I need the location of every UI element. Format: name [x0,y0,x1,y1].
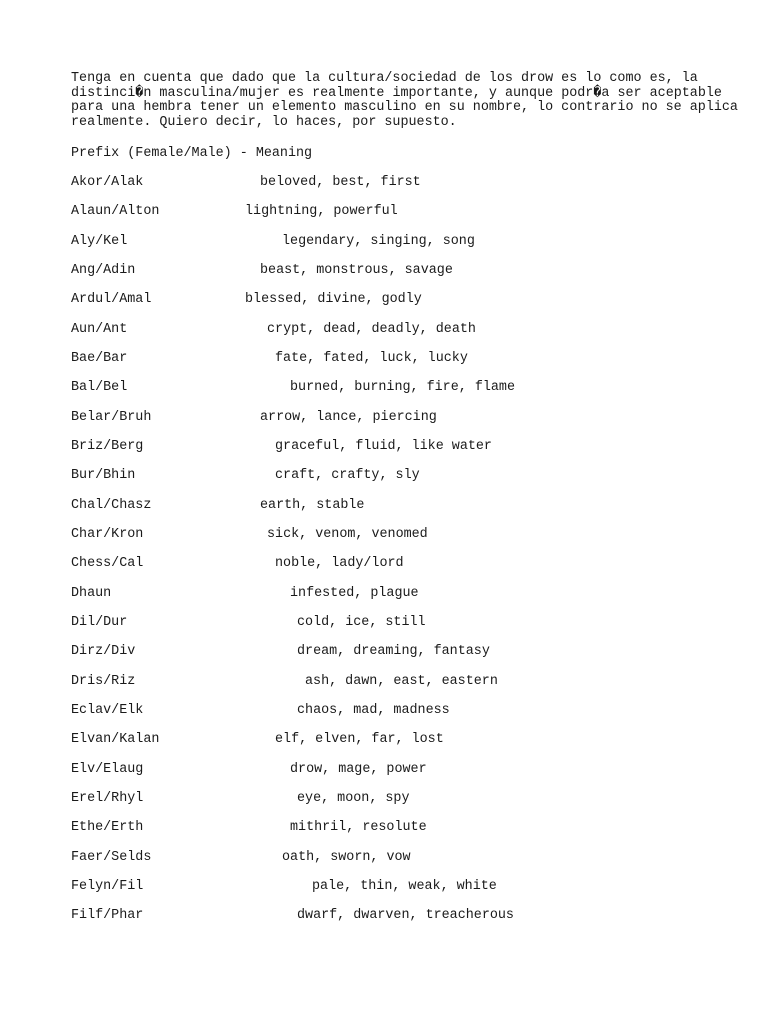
prefix-text: Bae/Bar [71,350,128,366]
list-item [71,351,711,380]
prefix-text: Dirz/Div [71,644,136,660]
meaning-text: sick, venom, venomed [267,526,428,542]
list-item [71,850,711,879]
list-item [71,292,711,321]
prefix-text: Felyn/Fil [71,878,144,894]
intro-paragraph [71,71,738,130]
prefix-text: Chess/Cal [71,556,144,572]
meaning-text: infested, plague [290,585,419,601]
meaning-text: beast, monstrous, savage [260,262,453,278]
intro-line: realmente. Quiero decir, lo haces, por supuesto. [71,114,457,130]
meaning-text: earth, stable [260,497,365,513]
prefix-text: Bal/Bel [71,380,128,396]
prefix-text: Eclav/Elk [71,702,144,718]
intro-line: para una hembra tener un elemento masculino en su nombre, lo contrario no se aplica [71,100,738,116]
meaning-text: pale, thin, weak, white [312,878,497,894]
meaning-text: drow, mage, power [290,761,427,777]
list-item [71,820,711,849]
prefix-text: Ardul/Amal [71,292,152,308]
prefix-text: Ethe/Erth [71,820,144,836]
list-item [71,586,711,615]
prefix-text: Char/Kron [71,526,144,542]
list-item [71,527,711,556]
list-item [71,204,711,233]
prefix-text: Aly/Kel [71,233,128,249]
list-item [71,380,711,409]
prefix-text: Briz/Berg [71,438,144,454]
prefix-text: Elv/Elaug [71,761,144,777]
prefix-text: Dhaun [71,585,112,601]
prefix-text: Alaun/Alton [71,204,160,220]
list-item [71,908,711,937]
prefix-text: Bur/Bhin [71,468,136,484]
meaning-text: craft, crafty, sly [275,468,420,484]
intro-line: Tenga en cuenta que dado que la cultura/sociedad de los drow es lo como es, la [71,71,698,86]
list-item [71,410,711,439]
meaning-text: crypt, dead, deadly, death [267,321,476,337]
meaning-text: elf, elven, far, lost [275,732,444,748]
prefix-text: Chal/Chasz [71,497,152,513]
prefix-list [71,175,711,938]
meaning-text: graceful, fluid, like water [275,438,492,454]
prefix-text: Belar/Bruh [71,409,152,425]
prefix-text: Erel/Rhyl [71,790,144,806]
list-item [71,791,711,820]
prefix-text: Elvan/Kalan [71,732,160,748]
meaning-text: beloved, best, first [260,175,421,190]
meaning-text: legendary, singing, song [282,233,475,249]
meaning-text: dwarf, dwarven, treacherous [297,908,514,924]
list-item [71,703,711,732]
prefix-text: Aun/Ant [71,321,128,337]
meaning-text: fate, fated, luck, lucky [275,350,468,366]
list-item [71,263,711,292]
meaning-text: cold, ice, still [297,614,426,630]
meaning-text: arrow, lance, piercing [260,409,437,425]
list-item [71,674,711,703]
meaning-text: oath, sworn, vow [282,849,411,865]
list-item [71,732,711,761]
meaning-text: noble, lady/lord [275,556,404,572]
meaning-text: lightning, powerful [245,204,398,220]
list-item [71,556,711,585]
meaning-text: chaos, mad, madness [297,702,450,718]
meaning-text: eye, moon, spy [297,790,410,806]
list-item [71,762,711,791]
meaning-text: ash, dawn, east, eastern [305,673,498,689]
list-item [71,322,711,351]
list-item [71,468,711,497]
intro-line: distinci�n masculina/mujer es realmente importante, y aunque podr�a ser aceptable [71,85,722,101]
list-item [71,498,711,527]
prefix-text: Faer/Selds [71,849,152,865]
prefix-text: Dil/Dur [71,614,128,630]
meaning-text: blessed, divine, godly [245,292,422,308]
list-item [71,175,711,204]
list-item [71,234,711,263]
list-item [71,879,711,908]
list-heading: Prefix (Female/Male) - Meaning [71,146,313,161]
prefix-text: Ang/Adin [71,262,136,278]
meaning-text: dream, dreaming, fantasy [297,644,490,660]
prefix-text: Filf/Phar [71,908,144,924]
meaning-text: mithril, resolute [290,820,427,836]
prefix-text: Dris/Riz [71,673,136,689]
list-item [71,644,711,673]
meaning-text: burned, burning, fire, flame [290,380,515,396]
prefix-text: Akor/Alak [71,175,144,190]
list-item [71,615,711,644]
list-item [71,439,711,468]
